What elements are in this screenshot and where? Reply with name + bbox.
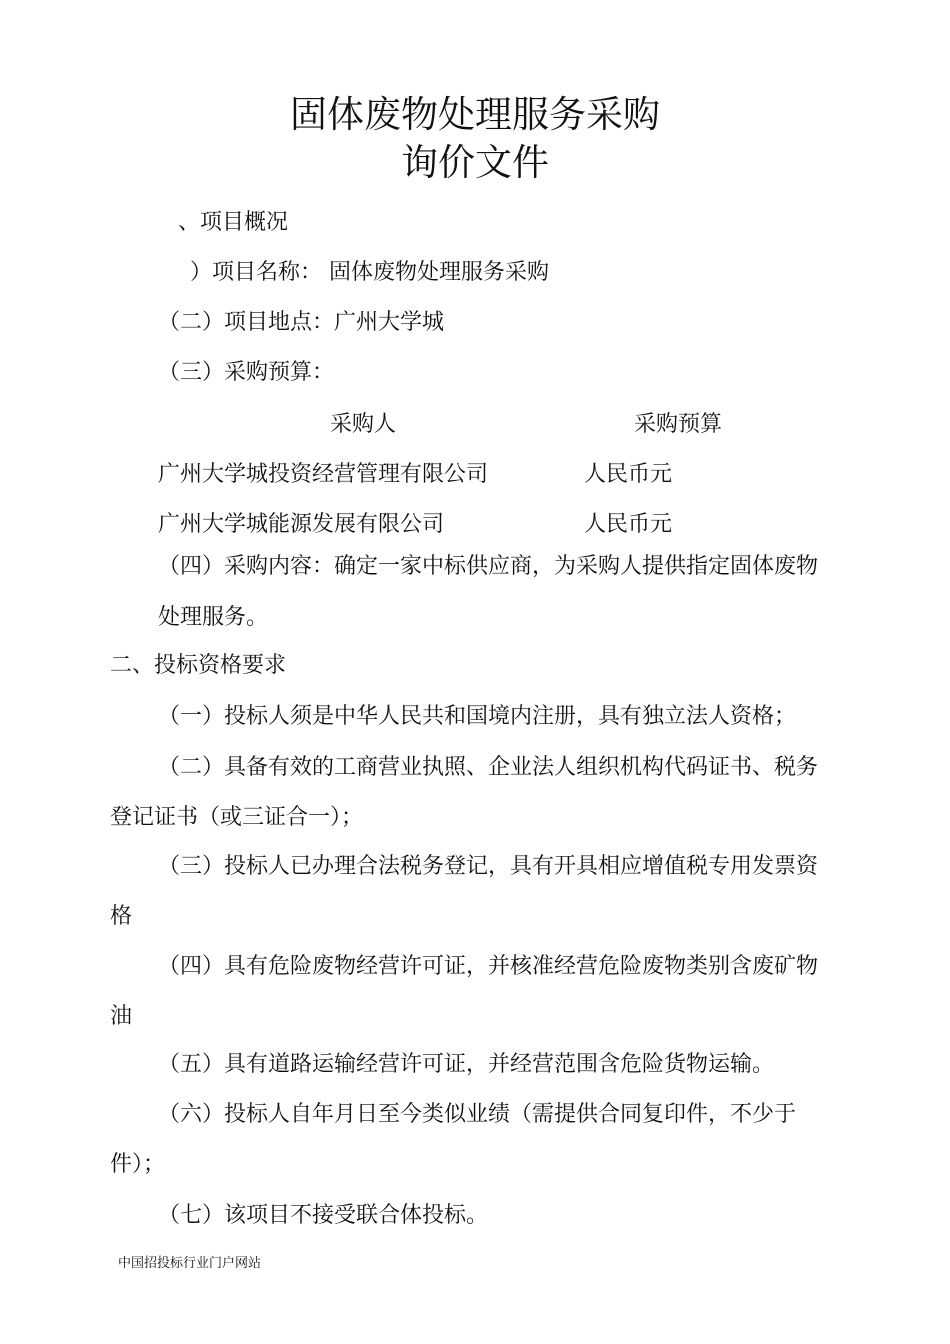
- budget-cell: 人民币元: [584, 512, 673, 537]
- section2-heading: 二、投标资格要求: [110, 653, 287, 678]
- requirement-5: （五）具有道路运输经营许可证，并经营范围含危险货物运输。: [158, 1052, 775, 1077]
- purchaser-cell: 广州大学城能源发展有限公司: [158, 512, 445, 537]
- page-footer: 中国招投标行业门户网站: [118, 1256, 262, 1271]
- document-subtitle: 询价文件: [401, 141, 549, 184]
- procurement-content-line1: （四）采购内容：确定一家中标供应商，为采购人提供指定固体废物: [158, 554, 819, 579]
- project-name-line: ）项目名称： 固体废物处理服务采购: [190, 260, 549, 285]
- requirement-6-line1: （六）投标人自年月日至今类似业绩（需提供合同复印件，不少于: [158, 1102, 797, 1127]
- requirement-3-line2: 格: [110, 904, 133, 929]
- document-title: 固体废物处理服务采购: [290, 93, 660, 136]
- section1-heading: 、项目概况: [178, 210, 289, 235]
- budget-table-header-budget: 采购预算: [634, 412, 723, 437]
- budget-heading-line: （三）采购预算：: [158, 360, 335, 385]
- requirement-4-line2: 油: [110, 1004, 133, 1029]
- requirement-3-line1: （三）投标人已办理合法税务登记，具有开具相应增值税专用发票资: [158, 854, 819, 879]
- purchaser-cell: 广州大学城投资经营管理有限公司: [158, 462, 489, 487]
- requirement-7: （七）该项目不接受联合体投标。: [158, 1203, 489, 1228]
- budget-cell: 人民币元: [584, 462, 673, 487]
- budget-table-header-purchaser: 采购人: [330, 412, 397, 437]
- requirement-4-line1: （四）具有危险废物经营许可证，并核准经营危险废物类别含废矿物: [158, 954, 819, 979]
- project-location-line: （二）项目地点：广州大学城: [158, 310, 445, 335]
- requirement-2-line1: （二）具备有效的工商营业执照、企业法人组织机构代码证书、税务: [158, 755, 819, 780]
- requirement-2-line2: 登记证书（或三证合一）；: [110, 805, 364, 830]
- requirement-6-line2: 件）；: [110, 1152, 166, 1177]
- requirement-1: （一）投标人须是中华人民共和国境内注册，具有独立法人资格；: [158, 704, 797, 729]
- procurement-content-line2: 处理服务。: [158, 605, 269, 630]
